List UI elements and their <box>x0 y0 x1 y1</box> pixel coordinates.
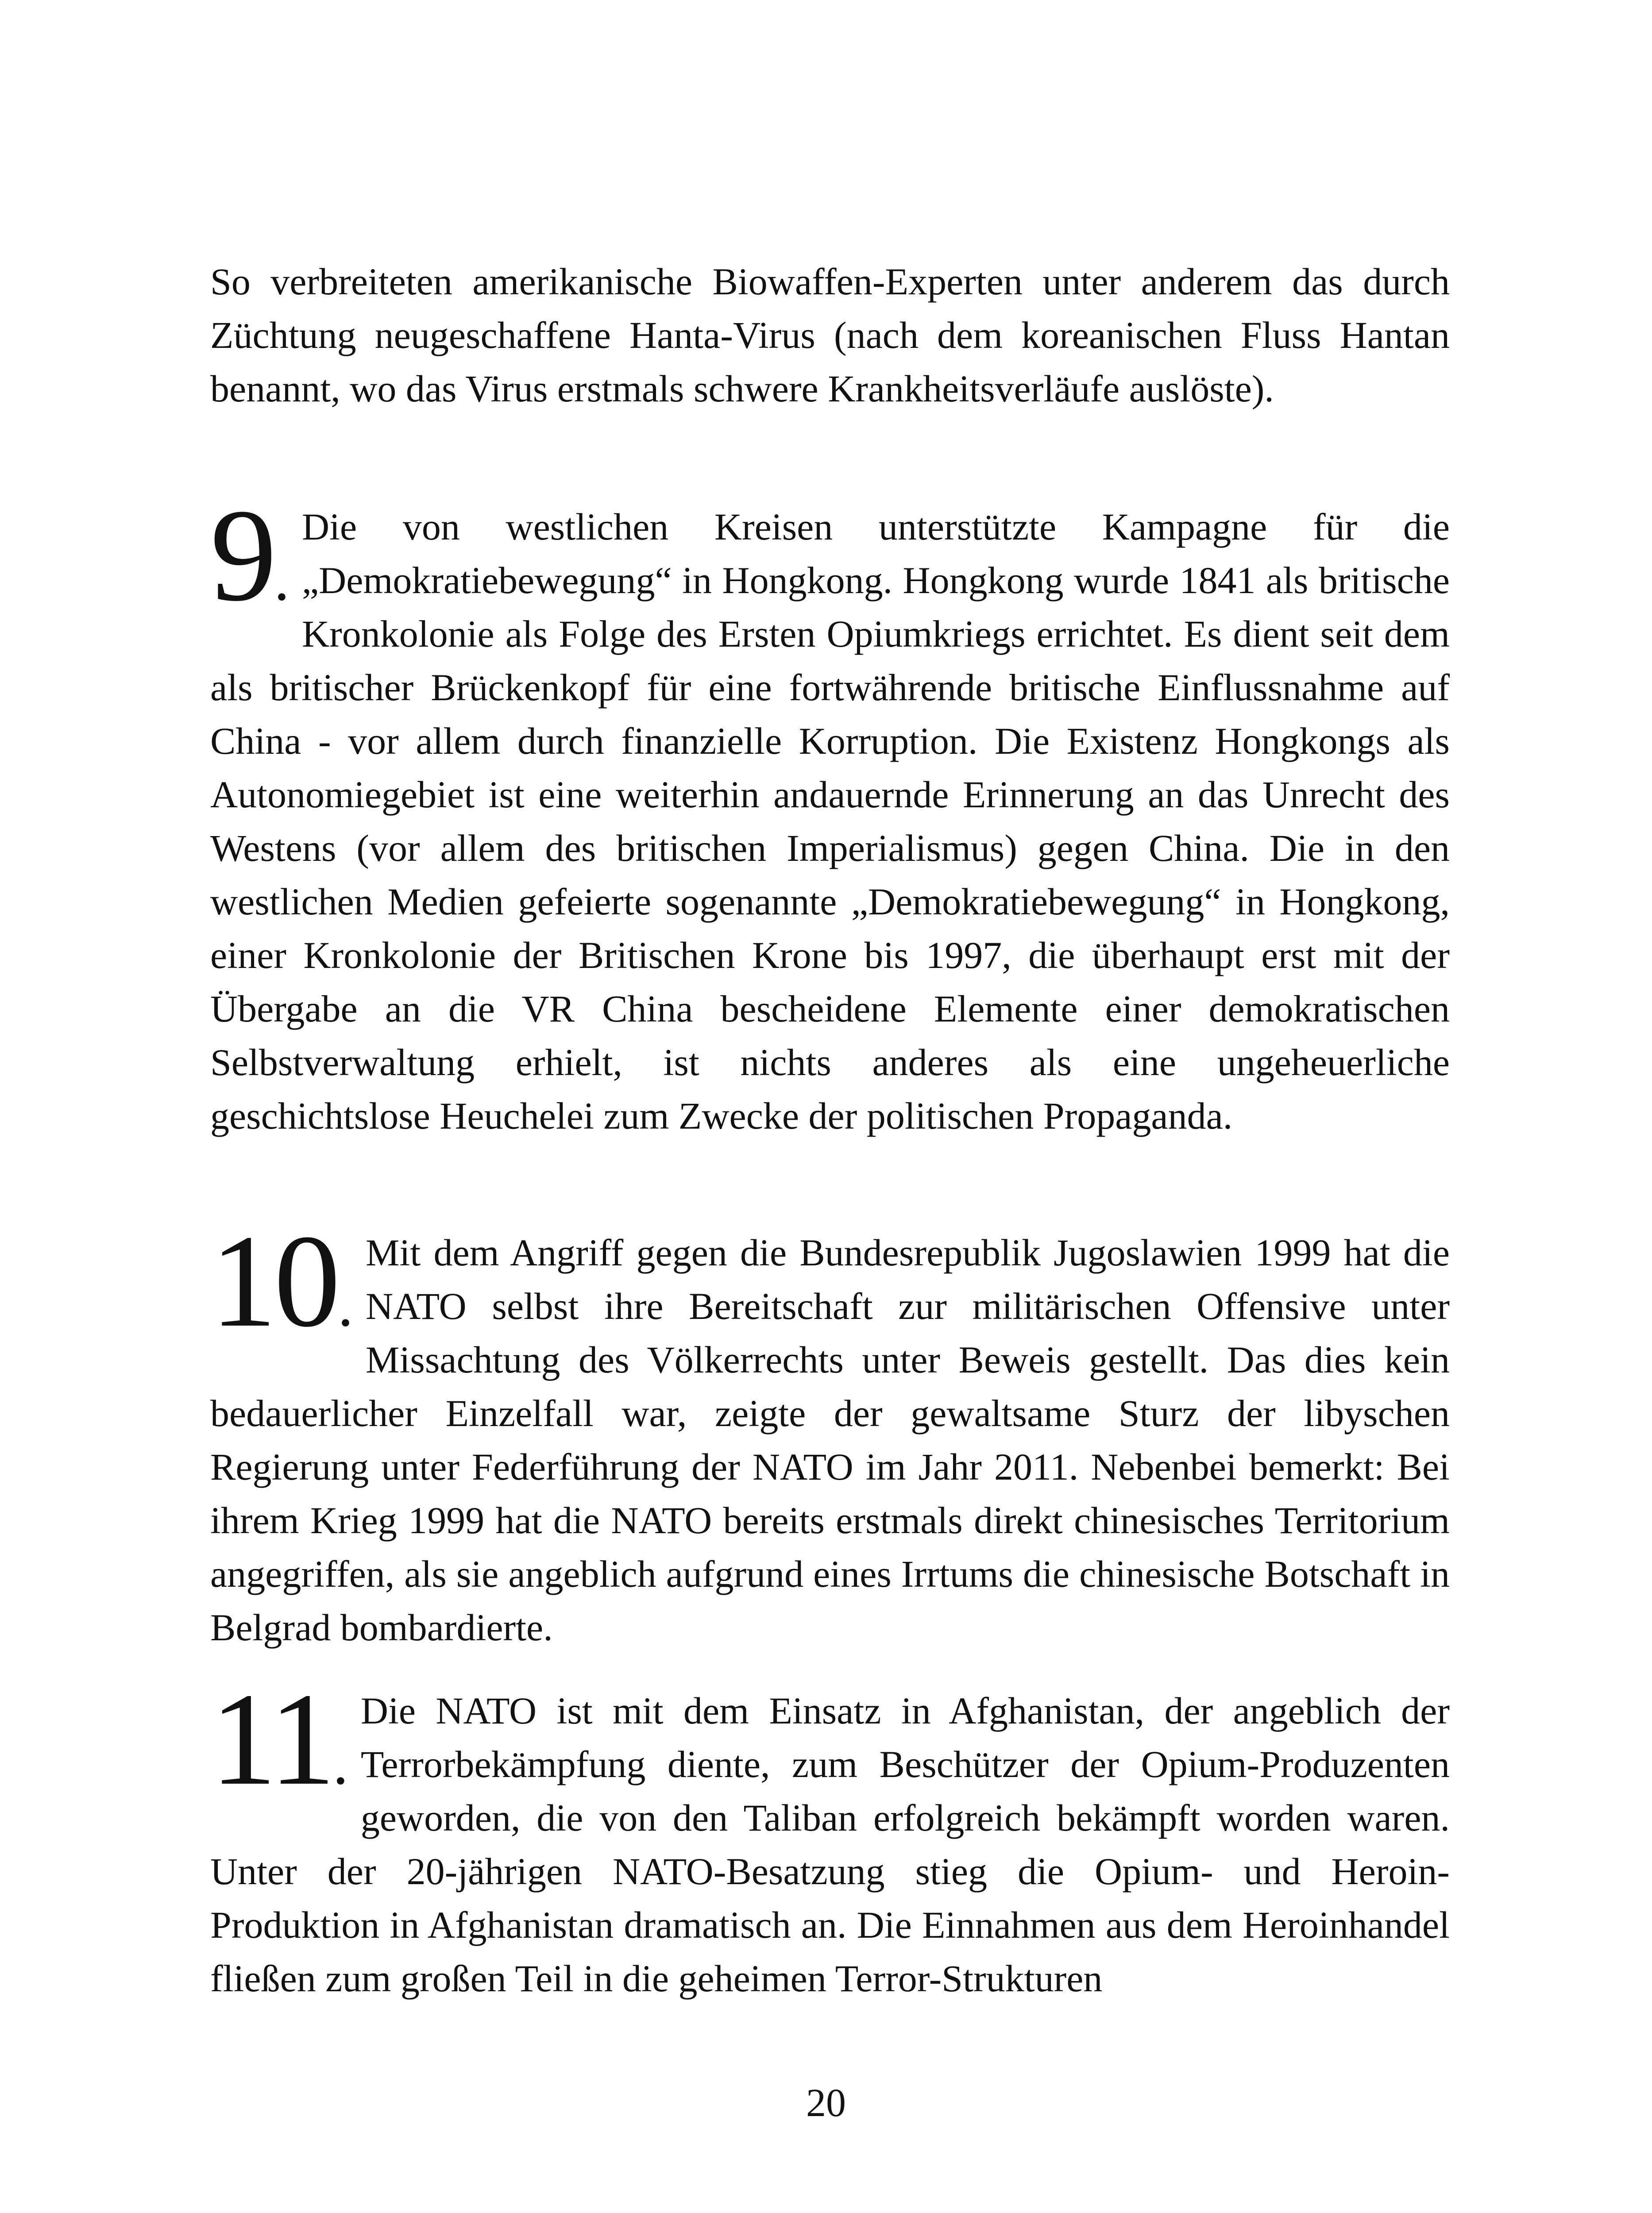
section-11-text: Die NATO ist mit dem Einsatz in Afghanistan, der angeblich der Terrorbekämpfung diente, zum Beschützer der Opium-Produzenten geworden, die von den Taliban erfolgreich bekämpft worden waren. Unter der 20-jährigen NATO-Besatzung stieg die Opium- und Heroin-Produktion in Afghanistan dramatisch an. Die Einnahmen aus dem Heroinhandel fließen zum großen Teil in die geheimen Terror-Strukturen <box>210 1689 1450 2000</box>
section-10-number: 10 <box>210 1207 338 1354</box>
section-10-text: Mit dem Angriff gegen die Bundesrepublik Jugoslawien 1999 hat die NATO selbst ihre Bereitschaft zur militärischen Offensive unter Missachtung des Völkerrechts unter Beweis gestellt. Das dies kein bedauerlicher Einzelfall war, zeigte der gewaltsame Sturz der libyschen Regierung unter Federführung der NATO im Jahr 2011. Nebenbei bemerkt: Bei ihrem Krieg 1999 hat die NATO bereits erstmals direkt chinesisches Territorium angegriffen, als sie angeblich aufgrund eines Irrtums die chinesische Botschaft in Belgrad bombardierte. <box>210 1231 1450 1649</box>
page-number: 20 <box>806 2081 846 2125</box>
section-number-10 <box>210 1207 353 1354</box>
intro-paragraph: So verbreiteten amerikanische Biowaffen-Experten unter anderem das durch Züchtung neugeschaffene Hanta-Virus (nach dem koreanischen Fluss Hantan benannt, wo das Virus erstmals schwere Krankheitsverläufe auslöste). <box>210 260 1450 410</box>
section-10 <box>210 1207 1450 1654</box>
section-9-number: 9 <box>210 482 274 628</box>
section-11-number: 11 <box>210 1666 333 1812</box>
section-number-11 <box>210 1666 348 1812</box>
section-9 <box>210 482 1450 1143</box>
section-11-dot: . <box>332 1729 348 1797</box>
section-11 <box>210 1666 1450 2005</box>
section-number-9 <box>210 482 289 628</box>
section-9-dot: . <box>274 545 289 613</box>
section-10-dot: . <box>338 1271 353 1339</box>
section-9-text: Die von westlichen Kreisen unterstützte Kampagne für die „Demokratiebewegung“ in Hongkong. Hongkong wurde 1841 als britische Kronkolonie als Folge des Ersten Opiumkriegs errichtet. Es dient seit dem als britischer Brückenkopf für eine fortwährende britische Einflussnahme auf China - vor allem durch finanzielle Korruption. Die Existenz Hongkongs als Autonomiegebiet ist eine weiterhin andauernde Erinnerung an das Unrecht des Westens (vor allem des britischen Imperialismus) gegen China. Die in den westlichen Medien gefeierte sogenannte „Demokratiebewegung“ in Hongkong, einer Kronkolonie der Britischen Krone bis 1997, die überhaupt erst mit der Übergabe an die VR China bescheidene Elemente einer demokratischen Selbstverwaltung erhielt, ist nichts anderes als eine ungeheuerliche geschichtslose Heuchelei zum Zwecke der politischen Propaganda. <box>210 505 1450 1137</box>
